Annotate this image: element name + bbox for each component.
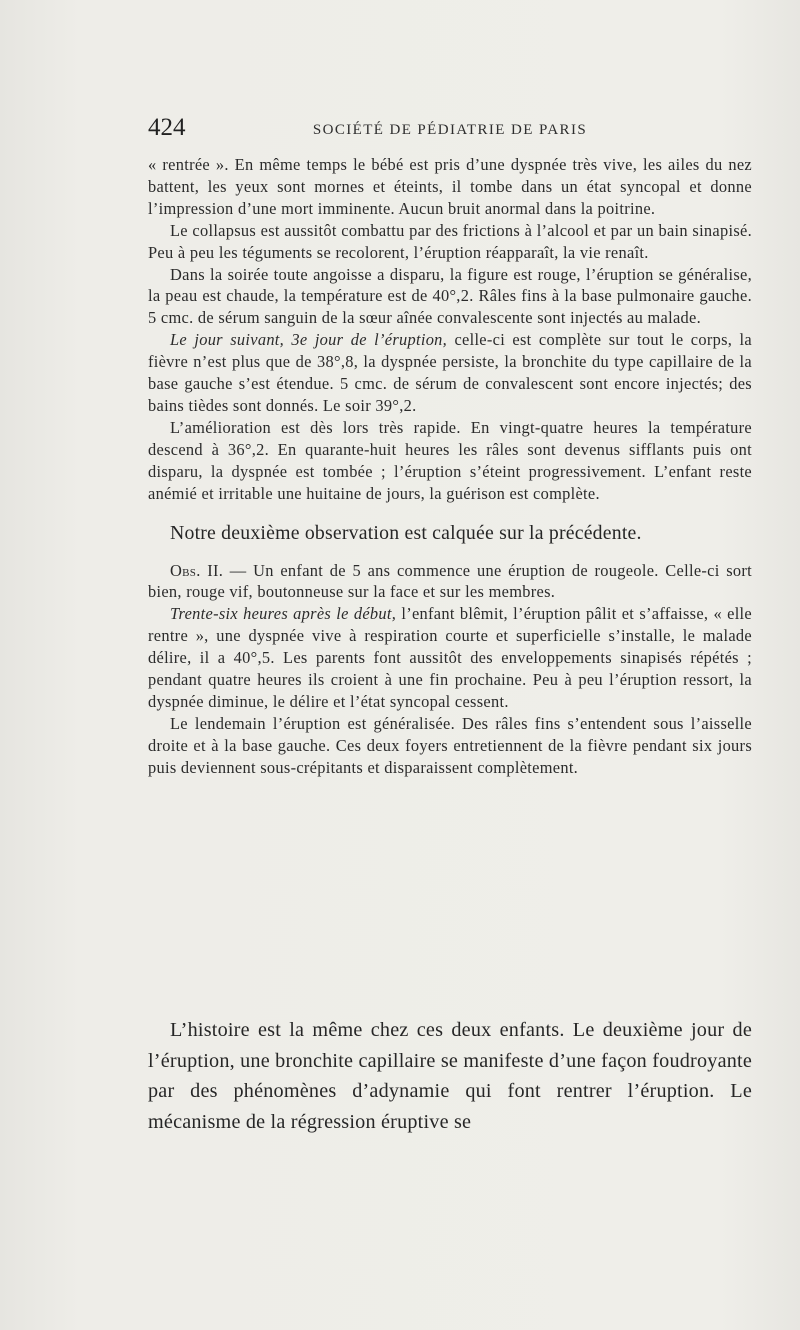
paragraph-trente-six-heures [148,603,752,713]
running-head: SOCIÉTÉ DE PÉDIATRIE DE PARIS [312,122,588,138]
section-heading-line: Notre deuxième observation est calquée sur la précédente. [170,521,642,544]
paragraph-jour-suivant [148,329,752,417]
paragraph-conclusion: L’histoire est la même chez ces deux enfants. Le deuxième jour de l’éruption, une bronchite capillaire se manifeste d’une façon foudroyante par des phénomènes d’adynamie qui font rentrer l’éruption. Le mécanisme de la régression éruptive se [148,1019,752,1133]
day-text: celle-ci est complète sur tout le corps, la fièvre n’est plus que de 38°,8, la dyspnée persiste, la bronchite du type capillaire de la base gauche s’est étendue. 5 cmc. de sérum de convalescent sont encore injectés; des bains tièdes sont donnés. Le soir 39°,2. [148,330,752,415]
obs-time-text: l’enfant blêmit, l’éruption pâlit et s’affaisse, « elle rentre », une dyspnée vive à respiration courte et superficielle s’installe, le malade délire, il a 40°,5. Les parents font aussitôt des enveloppements sinapisés répétés ; pendant quatre heures ils croient à une fin prochaine. Peu à peu l’éruption ressort, la dyspnée diminue, le délire et l’état syncopal cessent. [148,604,752,711]
page-number: 424 [148,114,186,141]
paragraph-obs-ii [148,560,752,604]
page-header [148,114,752,146]
paragraph-soiree: Dans la soirée toute angoisse a disparu, la figure est rouge, l’éruption se généralise, la peau est chaude, la température est de 40°,2. Râles fins à la base pulmonaire gauche. 5 cmc. de sérum sanguin de la sœur aînée convalescente sont injectés au malade. [148,264,752,328]
body-text [148,154,752,779]
paragraph-rentree: « rentrée ». En même temps le bébé est pris d’une dyspnée très vive, les ailes du nez battent, les yeux sont mornes et éteints, il tombe dans un état syncopal et donne l’impression d’une mort imminente. Aucun bruit anormal dans la poitrine. [148,155,752,218]
paragraph-collapsus: Le collapsus est aussitôt combattu par des frictions à l’alcool et par un bain sinapisé. Peu à peu les téguments se recolorent, l’éruption réapparaît, la vie renaît. [148,220,752,262]
obs-time-lead: Trente-six heures après le début, [170,604,397,624]
obs-label: Obs. II. [170,560,224,580]
obs-text: — Un enfant de 5 ans commence une éruption de rougeole. Celle-ci sort bien, rouge vif, boutonneuse sur la face et sur les membres. [148,560,752,602]
conclusion-block [148,1015,752,1137]
paragraph-lendemain: Le lendemain l’éruption est généralisée. Des râles fins s’entendent sous l’aisselle droite et à la base gauche. Ces deux foyers entretiennent de la fièvre pendant six jours puis deviennent sous-crépitants et disparaissent complètement. [148,713,752,777]
paragraph-amelioration: L’amélioration est dès lors très rapide. En vingt-quatre heures la température descend à 36°,2. En quarante-huit heures les râles sont devenus sifflants puis ont disparu, la dyspnée est tombée ; l’éruption s’éteint progressivement. L’enfant reste anémié et irritable une huitaine de jours, la guérison est complète. [148,417,752,503]
day-lead: Le jour suivant, 3e jour de l’éruption, [170,330,448,350]
